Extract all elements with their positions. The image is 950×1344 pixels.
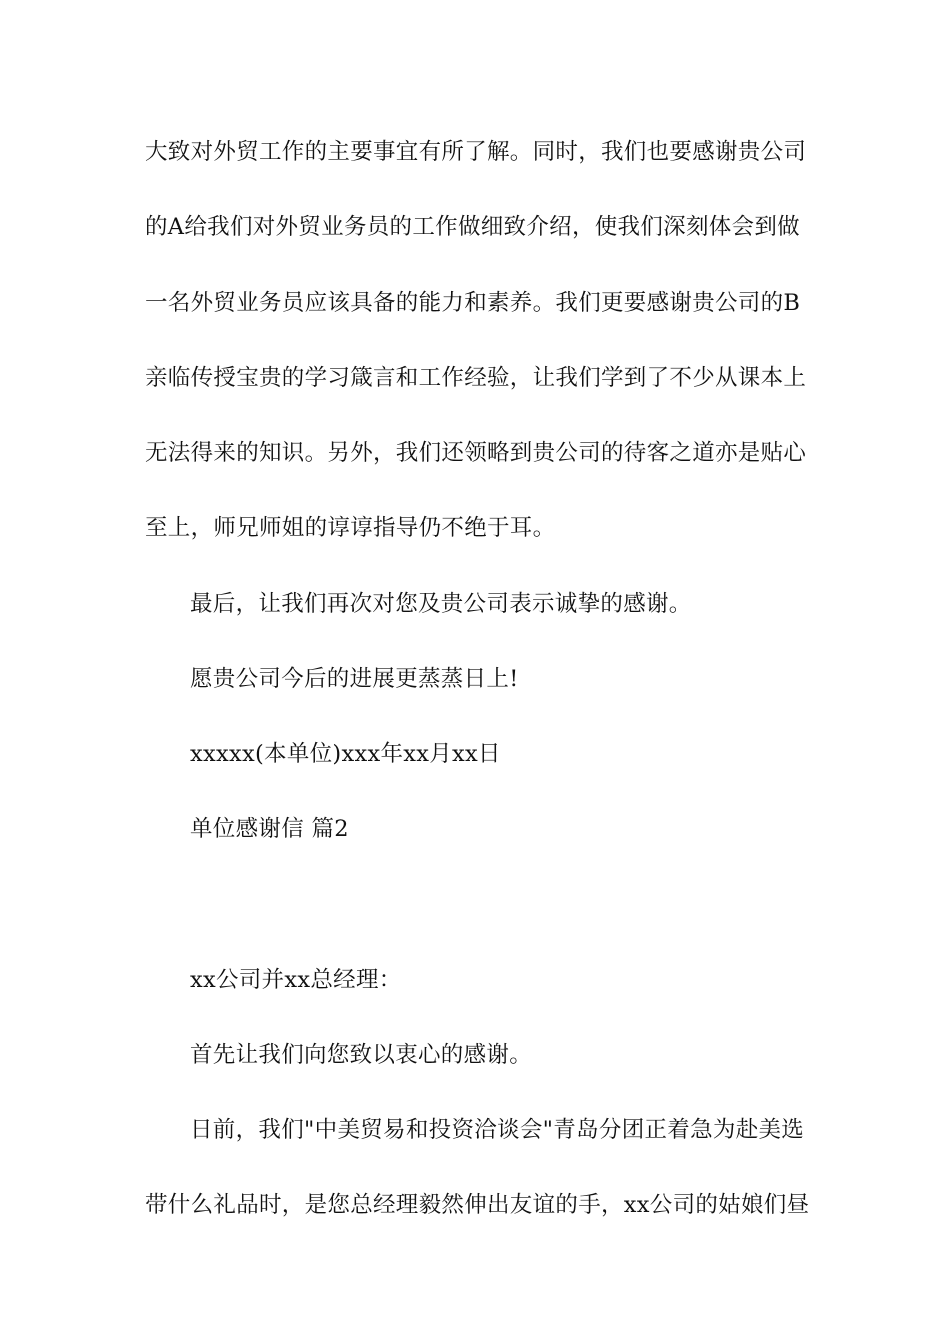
- body-text-line: 带什么礼品时，是您总经理毅然伸出友谊的手，xx公司的姑娘们昼: [145, 1192, 810, 1218]
- closing-paragraph: 最后，让我们再次对您及贵公司表示诚挚的感谢。: [190, 591, 692, 617]
- salutation-line: xx公司并xx总经理：: [190, 967, 402, 993]
- body-text-line: 亲临传授宝贵的学习箴言和工作经验，让我们学到了不少从课本上: [145, 365, 807, 391]
- body-text-line: 一名外贸业务员应该具备的能力和素养。我们更要感谢贵公司的B: [145, 290, 801, 316]
- body-paragraph-start: 日前，我们"中美贸易和投资洽谈会"青岛分团正着急为赴美选: [190, 1117, 805, 1143]
- signature-date-line: xxxxx(本单位)xxx年xx月xx日: [190, 741, 501, 767]
- body-text-line: 大致对外贸工作的主要事宜有所了解。同时，我们也要感谢贵公司: [145, 139, 807, 165]
- body-text-line: 至上，师兄师姐的谆谆指导仍不绝于耳。: [145, 515, 556, 541]
- body-text-line: 无法得来的知识。另外，我们还领略到贵公司的待客之道亦是贴心: [145, 440, 807, 466]
- section-heading: 单位感谢信 篇2: [190, 816, 349, 842]
- body-text-line: 的A给我们对外贸业务员的工作做细致介绍，使我们深刻体会到做: [145, 214, 800, 240]
- opening-paragraph: 首先让我们向您致以衷心的感谢。: [190, 1042, 533, 1068]
- wish-paragraph: 愿贵公司今后的进展更蒸蒸日上!: [190, 666, 519, 692]
